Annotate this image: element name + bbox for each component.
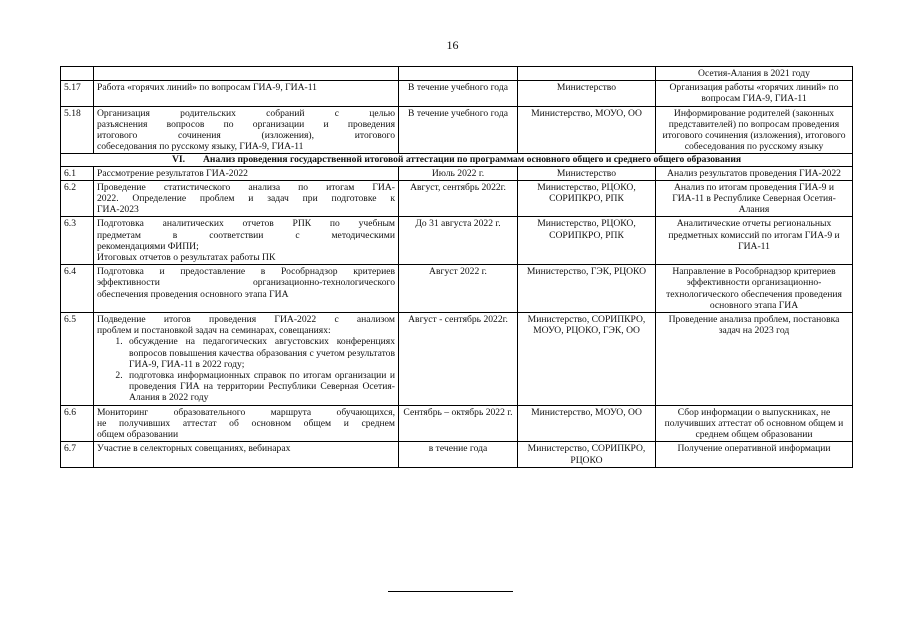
- period-cell: Сентябрь – октябрь 2022 г.: [399, 405, 518, 442]
- event-text-line: Подготовка аналитических отчетов РПК по учебным: [97, 218, 395, 230]
- result-cell: Анализ результатов проведения ГИА-2022: [656, 166, 853, 180]
- event-text-line: Мониторинг образовательного маршрута обучающихся,: [97, 406, 395, 418]
- period-cell: Август, сентябрь 2022г.: [399, 180, 518, 217]
- list-item: 2. подготовка информационных справок по итогам организации и проведения ГИА на территории Республики Северная Осетия-Алания в 2022 году: [125, 370, 395, 404]
- row-number-cell: 6.7: [61, 442, 94, 467]
- table-row: [61, 106, 853, 154]
- event-text-line: Организация родительских собраний с целью: [97, 107, 395, 119]
- row-number-cell: 6.3: [61, 217, 94, 265]
- result-cell: Получение оперативной информации: [656, 442, 853, 467]
- table-row: [61, 405, 853, 442]
- result-cell: Информирование родителей (законных представителей) по вопросам проведения итогового сочинения (изложения), итогового собеседования по русскому языку: [656, 106, 853, 154]
- period-cell: В течение учебного года: [399, 81, 518, 106]
- responsible-cell: Министерство, МОУО, ОО: [518, 106, 656, 154]
- result-cell: Организация работы «горячих линий» по вопросам ГИА-9, ГИА-11: [656, 81, 853, 106]
- period-cell: До 31 августа 2022 г.: [399, 217, 518, 265]
- section-number: VI.: [171, 154, 185, 166]
- table-row: [61, 313, 853, 406]
- event-text-line: итогового сочинения (изложения), итогового: [97, 130, 395, 142]
- event-text-line: общем образовании: [97, 429, 179, 441]
- table-row: [61, 442, 853, 467]
- event-cell: [94, 106, 399, 154]
- event-cell: Рассмотрение результатов ГИА-2022: [94, 166, 399, 180]
- responsible-cell: [518, 67, 656, 81]
- table-row: [61, 67, 853, 81]
- event-text-line: эффективности организационно-технологического: [97, 277, 395, 289]
- event-text-line: не получивших аттестат об основном общем и среднем: [97, 417, 395, 429]
- event-sublist: [97, 336, 395, 403]
- result-cell: Сбор информации о выпускниках, не получивших аттестат об основном общем и среднем общем образовании: [656, 405, 853, 442]
- row-number-cell: 6.4: [61, 265, 94, 313]
- table-row: [61, 217, 853, 265]
- responsible-cell: Министерство, ГЭК, РЦОКО: [518, 265, 656, 313]
- row-number-cell: 5.18: [61, 106, 94, 154]
- event-cell: [94, 405, 399, 442]
- responsible-cell: Министерство, РЦОКО, СОРИПКРО, РПК: [518, 180, 656, 217]
- plan-table: [60, 66, 853, 468]
- table-row: [61, 265, 853, 313]
- event-cell: Участие в селекторных совещаниях, вебинарах: [94, 442, 399, 467]
- event-text-line: Итоговых отчетов о результатах работы ПК: [97, 252, 276, 264]
- responsible-cell: Министерство, РЦОКО, СОРИПКРО, РПК: [518, 217, 656, 265]
- event-cell: [94, 313, 399, 406]
- section-title: Анализ проведения государственной итоговой аттестации по программам основного общего и среднего общего образования: [203, 154, 742, 166]
- table-row: [61, 81, 853, 106]
- period-cell: Июль 2022 г.: [399, 166, 518, 180]
- row-number-cell: 6.5: [61, 313, 94, 406]
- event-text-line: собеседования по русскому языку, ГИА-9, ГИА-11: [97, 141, 304, 153]
- event-cell: [94, 67, 399, 81]
- result-cell: Проведение анализа проблем, постановка задач на 2023 год: [656, 313, 853, 406]
- period-cell: в течение года: [399, 442, 518, 467]
- list-item: 1. обсуждение на педагогических августовских конференциях вопросов повышения качества образования с учетом результатов ГИА-9, ГИА-11 в 2022 году;: [125, 336, 395, 370]
- event-cell: [94, 265, 399, 313]
- event-text-line: Проведение статистического анализа по итогам ГИА-: [97, 181, 395, 193]
- row-number-cell: 6.2: [61, 180, 94, 217]
- event-text-line: обеспечения проведения основного этапа ГИА: [97, 288, 289, 300]
- result-cell: Аналитические отчеты региональных предметных комиссий по итогам ГИА-9 и ГИА-11: [656, 217, 853, 265]
- table-row: [61, 166, 853, 180]
- period-cell: Август - сентябрь 2022г.: [399, 313, 518, 406]
- event-cell: Работа «горячих линий» по вопросам ГИА-9, ГИА-11: [94, 81, 399, 106]
- event-cell: [94, 217, 399, 265]
- row-number-cell: 6.6: [61, 405, 94, 442]
- event-text-line: проблем и постановкой задач на семинарах, совещаниях:: [97, 325, 331, 337]
- responsible-cell: Министерство: [518, 166, 656, 180]
- table-row: [61, 180, 853, 217]
- event-text-line: предметам в соответствии с методическими: [97, 229, 395, 241]
- footnote-separator: [388, 591, 513, 592]
- event-text-line: ГИА-2023: [97, 204, 139, 216]
- event-text-line: разъяснения вопросов по организации и проведения: [97, 118, 395, 130]
- event-cell: [94, 180, 399, 217]
- section-heading-row: [61, 154, 853, 166]
- period-cell: [399, 67, 518, 81]
- event-text-line: рекомендациями ФИПИ;: [97, 240, 199, 252]
- responsible-cell: Министерство: [518, 81, 656, 106]
- row-number-cell: 6.1: [61, 166, 94, 180]
- result-cell: Осетия-Алания в 2021 году: [656, 67, 853, 81]
- event-text-line: Подготовка и предоставление в Рособрнадзор критериев: [97, 266, 395, 278]
- event-text-line: Подведение итогов проведения ГИА-2022 с анализом: [97, 314, 395, 326]
- section-heading: [61, 154, 853, 166]
- period-cell: Август 2022 г.: [399, 265, 518, 313]
- responsible-cell: Министерство, МОУО, ОО: [518, 405, 656, 442]
- row-number-cell: [61, 67, 94, 81]
- responsible-cell: Министерство, СОРИПКРО, РЦОКО: [518, 442, 656, 467]
- page-number: 16: [446, 38, 459, 52]
- result-cell: Направление в Рособрнадзор критериев эффективности организационно-технологического обеспечения проведения основного этапа ГИА: [656, 265, 853, 313]
- row-number-cell: 5.17: [61, 81, 94, 106]
- period-cell: В течение учебного года: [399, 106, 518, 154]
- responsible-cell: Министерство, СОРИПКРО, МОУО, РЦОКО, ГЭК, ОО: [518, 313, 656, 406]
- result-cell: Анализ по итогам проведения ГИА-9 и ГИА-11 в Республике Северная Осетия-Алания: [656, 180, 853, 217]
- event-text-line: 2022. Определение проблем и задач при подготовке к: [97, 193, 395, 205]
